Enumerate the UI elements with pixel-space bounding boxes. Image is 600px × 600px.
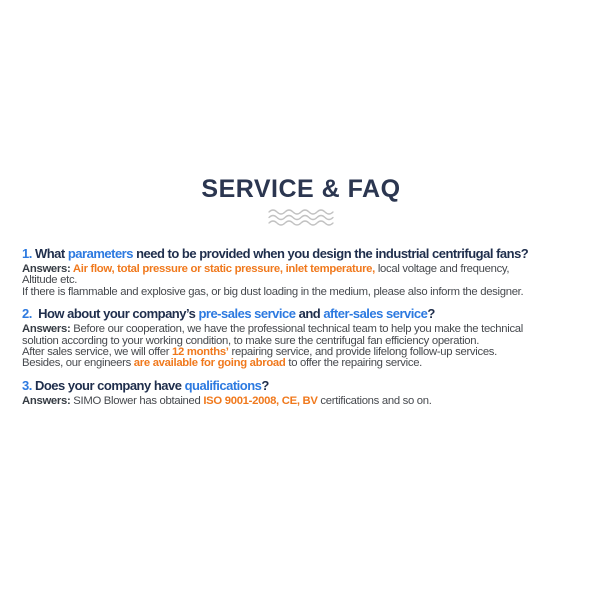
text-segment: Answers: [22,263,73,275]
text-segment: after-sales service [323,306,428,322]
text-segment: pre-sales service [198,306,296,322]
faq-item [22,246,580,298]
faq-question [22,246,580,261]
text-segment: Besides, our engineers [22,357,134,370]
title-decoration [22,207,580,229]
answer-line [22,358,580,369]
text-segment: ISO 9001-2008, CE, BV [203,394,318,407]
text-segment: What [34,246,68,261]
text-segment: ? [261,377,269,393]
text-segment: parameters [67,246,133,261]
answer-line [22,396,580,407]
faq-item [22,378,580,407]
text-segment: solution according to your working condition, to make sure the centrifugal fan efficiency operation. [22,334,480,347]
text-segment: Before our cooperation, we have the professional technical team to help you make the technical [73,323,523,336]
text-segment: Answers: [22,323,74,336]
triple-wave-lines-icon [267,207,335,229]
answer-line [22,287,580,298]
text-segment: qualifications [184,377,262,393]
text-segment: ? [427,306,435,322]
answer-line [22,264,580,275]
content-area [22,176,580,407]
text-segment: and [295,306,324,322]
text-segment: 1. [22,246,35,261]
faq-question [22,306,580,321]
page-title: SERVICE & FAQ [201,175,401,203]
faq-answer [22,264,580,298]
text-segment: repairing service, and provide lifelong follow-up services. [228,346,497,359]
faq-answer [22,396,580,407]
text-segment: Altitude etc. [22,274,78,287]
text-segment: How about your company’s [38,306,199,322]
text-segment: to offer the repairing service. [285,357,423,370]
faq-item [22,306,580,370]
text-segment: are available for going abroad [133,357,286,370]
text-segment: local voltage and frequency, [374,263,510,275]
text-segment: If there is flammable and explosive gas, or big dust loading in the medium, please also inform the designer. [22,285,524,298]
faq-question [22,378,580,393]
text-segment: Does your company have [34,377,185,393]
faq-list [22,246,580,407]
text-segment: 3. [22,377,35,393]
faq-answer [22,324,580,370]
text-segment: After sales service, we will offer [22,346,173,359]
text-segment: 2. [22,306,39,322]
text-segment: need to be provided when you design the industrial centrifugal fans? [132,246,529,261]
text-segment: Answers: [22,394,74,407]
text-segment: certifications and so on. [317,394,432,407]
text-segment: 12 months’ [172,346,229,359]
text-segment: Air flow, total pressure or static pressure, inlet temperature, [72,263,375,275]
text-segment: SIMO Blower has obtained [73,394,204,407]
